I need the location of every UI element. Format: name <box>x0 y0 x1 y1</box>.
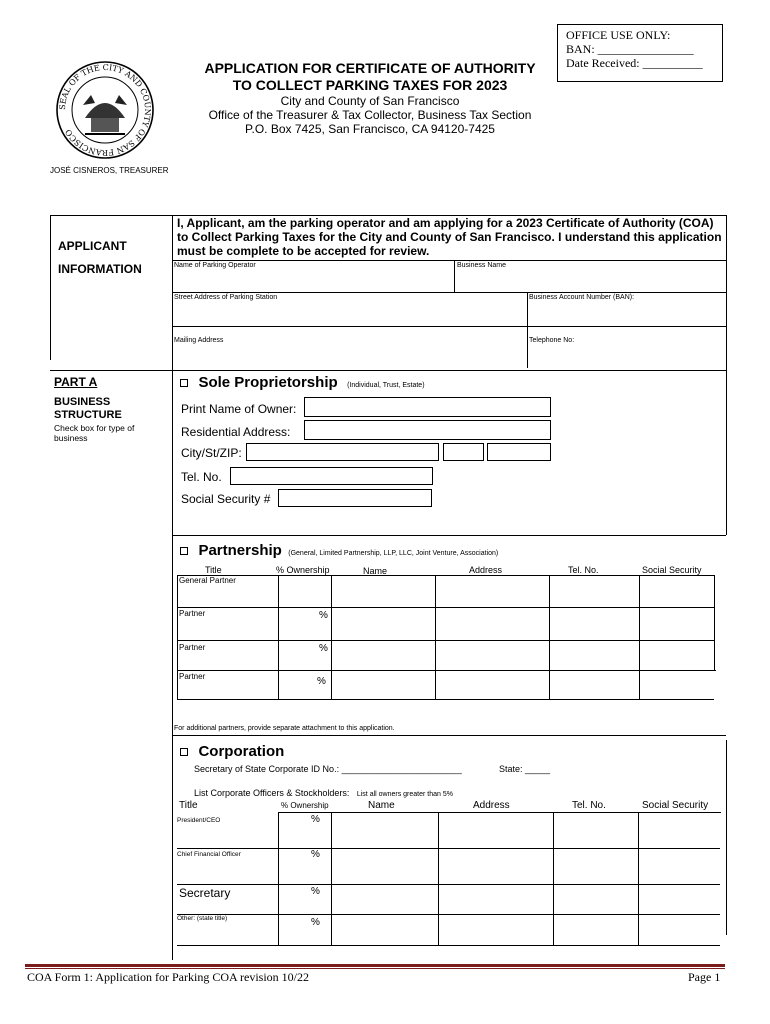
corporation-row-president: President/CEO <box>177 817 221 824</box>
partnership-header-ssn: Social Security <box>642 565 702 575</box>
partnership-row-partner-3: Partner <box>179 672 206 681</box>
corporation-checkbox[interactable] <box>180 748 188 756</box>
corporation-pct-2: % <box>311 849 320 860</box>
partnership-header-name: Name <box>363 566 388 576</box>
header-office: Office of the Treasurer & Tax Collector, Business Tax Section <box>208 108 532 122</box>
operator-name-label: Name of Parking Operator <box>174 262 256 269</box>
corporation-sos-id[interactable]: Secretary of State Corporate ID No.: ________________________ <box>194 764 462 774</box>
partnership-header-ownership: % Ownership <box>276 565 330 575</box>
partnership-pct-2: % <box>319 643 328 654</box>
corporation-pct-1: % <box>311 814 320 825</box>
residential-address-input[interactable] <box>304 420 551 440</box>
corporation-pct-4: % <box>311 917 320 928</box>
footer-rule <box>25 964 725 967</box>
sole-proprietorship-note: (Individual, Trust, Estate) <box>347 382 425 389</box>
part-a-title: PART A <box>54 375 98 389</box>
partnership-pct-1: % <box>319 610 328 621</box>
applicant-statement: I, Applicant, am the parking operator and am applying for a 2023 Certificate of Authority (COA) to Collect Parking Taxes for the City and County of San Francisco. I understand this application must be complete to be accepted for review. <box>177 216 722 258</box>
header-city: City and County of San Francisco <box>280 94 460 108</box>
corporation-state[interactable]: State: _____ <box>499 764 551 774</box>
corporation-header-title: Title <box>179 800 198 811</box>
partnership-pct-3: % <box>317 676 326 687</box>
partnership-note: (General, Limited Partnership, LLP, LLC, Joint Venture, Association) <box>288 550 499 557</box>
mailing-address-label: Mailing Address <box>174 337 224 344</box>
corporation-title: Corporation <box>198 743 285 760</box>
sole-proprietorship-title: Sole Proprietorship <box>198 374 338 391</box>
sole-ssn-label: Social Security # <box>181 492 271 506</box>
partnership-header-title: Title <box>205 565 222 575</box>
partnership-row-general-partner: General Partner <box>179 576 236 585</box>
treasurer-name: JOSÉ CISNEROS, TREASURER <box>50 166 169 175</box>
business-name-field[interactable] <box>457 270 723 290</box>
corporation-officers-note: List all owners greater than 5% <box>356 791 453 798</box>
corporation-pct-3: % <box>311 886 320 897</box>
office-use-box <box>557 24 723 82</box>
corporation-header-ownership: % Ownership <box>281 801 329 810</box>
applicant-label-2: INFORMATION <box>58 262 142 276</box>
sole-proprietorship-checkbox[interactable] <box>180 379 188 387</box>
city-seal-logo <box>55 60 155 160</box>
residential-address-label: Residential Address: <box>181 425 291 439</box>
street-address-label: Street Address of Parking Station <box>174 294 278 301</box>
telephone-label: Telephone No: <box>529 337 575 344</box>
header-address: P.O. Box 7425, San Francisco, CA 94120-7425 <box>245 122 495 136</box>
partnership-checkbox[interactable] <box>180 547 188 555</box>
mailing-address-field[interactable] <box>174 346 524 366</box>
corporation-header-name: Name <box>368 800 395 811</box>
partnership-row-partner-2: Partner <box>179 643 206 652</box>
corporation-header-address: Address <box>473 800 510 811</box>
state-input[interactable] <box>443 443 484 461</box>
footer-page-number: Page 1 <box>688 970 721 984</box>
owner-name-input[interactable] <box>304 397 551 417</box>
page-title-line1: APPLICATION FOR CERTIFICATE OF AUTHORITY <box>204 60 536 76</box>
zip-input[interactable] <box>487 443 551 461</box>
ban-label: Business Account Number (BAN): <box>529 294 635 301</box>
part-a-sub1: BUSINESS <box>54 396 111 408</box>
sole-tel-input[interactable] <box>230 467 433 485</box>
part-a-note: Check box for type of business <box>54 423 135 443</box>
corporation-header-tel: Tel. No. <box>572 800 606 811</box>
page-title-line2: TO COLLECT PARKING TAXES FOR 2023 <box>232 77 508 93</box>
city-input[interactable] <box>246 443 439 461</box>
corporation-officers-label: List Corporate Officers & Stockholders: <box>194 788 350 798</box>
operator-name-field[interactable] <box>174 270 452 290</box>
partnership-footnote: For additional partners, provide separate attachment to this application. <box>174 725 395 732</box>
corporation-row-secretary: Secretary <box>179 886 231 900</box>
partnership-header-address: Address <box>469 565 503 575</box>
office-use-date-received: Date Received: __________ <box>566 56 703 70</box>
corporation-header-ssn: Social Security <box>642 800 709 811</box>
corporation-row-other: Other: (state title) <box>177 915 228 922</box>
partnership-title: Partnership <box>198 542 282 559</box>
footer-form-name: COA Form 1: Application for Parking COA revision 10/22 <box>27 970 309 984</box>
office-use-title: OFFICE USE ONLY: <box>566 28 671 42</box>
corporation-row-cfo: Chief Financial Officer <box>177 851 241 858</box>
sole-ssn-input[interactable] <box>278 489 432 507</box>
ban-field[interactable] <box>529 304 723 324</box>
seal-lettering: SEAL OF THE CITY AND COUNTY OF SAN FRANCISCO <box>57 62 153 158</box>
office-use-ban: BAN: ________________ <box>566 42 694 56</box>
telephone-field[interactable] <box>529 346 723 366</box>
city-st-zip-label: City/St/ZIP: <box>181 446 242 460</box>
partnership-header-tel: Tel. No. <box>568 565 599 575</box>
street-address-field[interactable] <box>174 304 524 324</box>
business-name-label: Business Name <box>457 262 507 269</box>
partnership-row-partner-1: Partner <box>179 609 206 618</box>
owner-name-label: Print Name of Owner: <box>181 402 297 416</box>
applicant-label-1: APPLICANT <box>58 239 127 253</box>
sole-tel-label: Tel. No. <box>181 470 222 484</box>
part-a-sub2: STRUCTURE <box>54 409 122 421</box>
